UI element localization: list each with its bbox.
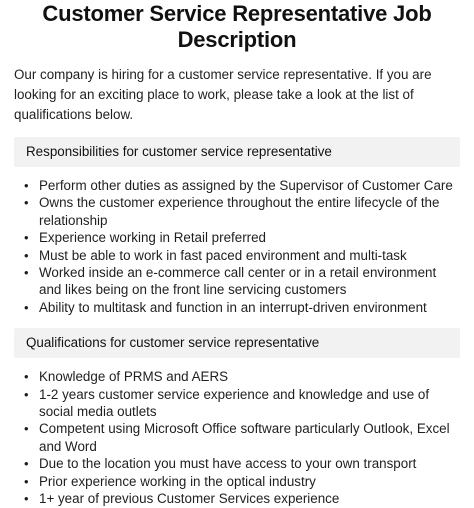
list-item-text: Worked inside an e-commerce call center or in a retail environment and likes being on the front line servicing customers bbox=[39, 265, 437, 298]
list-item bbox=[24, 177, 460, 194]
bullet-icon: • bbox=[24, 299, 29, 315]
bullet-icon: • bbox=[24, 369, 29, 385]
page-title bbox=[14, 0, 460, 53]
list-item-text: Owns the customer experience throughout the entire lifecycle of the relationship bbox=[39, 195, 440, 228]
list-item bbox=[24, 194, 460, 229]
bullet-icon: • bbox=[24, 491, 29, 507]
bullet-icon: • bbox=[24, 195, 29, 211]
bullet-icon: • bbox=[24, 230, 29, 246]
list-item bbox=[24, 455, 460, 472]
list-item bbox=[24, 368, 460, 385]
bullet-icon: • bbox=[24, 421, 29, 437]
page-title-line-2: Description bbox=[177, 27, 297, 52]
list-item bbox=[24, 247, 460, 264]
list-item bbox=[24, 386, 460, 421]
bullet-icon: • bbox=[24, 265, 29, 281]
list-item-text: Must be able to work in fast paced environment and multi-task bbox=[39, 247, 407, 263]
intro-paragraph: Our company is hiring for a customer service representative. If you are looking for an exciting place to work, please take a look at the list of qualifications below. bbox=[14, 67, 432, 122]
bullet-icon: • bbox=[24, 386, 29, 402]
list-item bbox=[24, 229, 460, 246]
bullet-icon: • bbox=[24, 456, 29, 472]
list-item-text: 1-2 years customer service experience and knowledge and use of social media outlets bbox=[39, 386, 430, 420]
list-item-text: Ability to multitask and function in an interrupt-driven environment bbox=[39, 299, 427, 315]
list-item-text: Competent using Microsoft Office software particularly Outlook, Excel and Word bbox=[39, 421, 450, 454]
qualifications-list bbox=[14, 368, 460, 507]
list-item-text: Perform other duties as assigned by the Supervisor of Customer Care bbox=[39, 178, 453, 193]
list-item-text: Due to the location you must have access to your own transport bbox=[39, 456, 417, 472]
responsibilities-list bbox=[14, 177, 460, 316]
list-item-text: Experience working in Retail preferred bbox=[39, 230, 267, 246]
list-item bbox=[24, 299, 460, 316]
bullet-icon: • bbox=[24, 247, 29, 263]
page-title-line-1: Customer Service Representative Job bbox=[42, 1, 432, 26]
list-item-text: Knowledge of PRMS and AERS bbox=[39, 369, 229, 385]
qualifications-heading: Qualifications for customer service representative bbox=[14, 328, 460, 358]
responsibilities-heading: Responsibilities for customer service representative bbox=[14, 137, 460, 167]
bullet-icon: • bbox=[24, 178, 29, 193]
list-item bbox=[24, 473, 460, 490]
list-item-text: 1+ year of previous Customer Services experience bbox=[39, 491, 340, 507]
bullet-icon: • bbox=[24, 473, 29, 489]
list-item bbox=[24, 420, 460, 455]
list-item bbox=[24, 264, 460, 299]
list-item-text: Prior experience working in the optical industry bbox=[39, 473, 316, 489]
